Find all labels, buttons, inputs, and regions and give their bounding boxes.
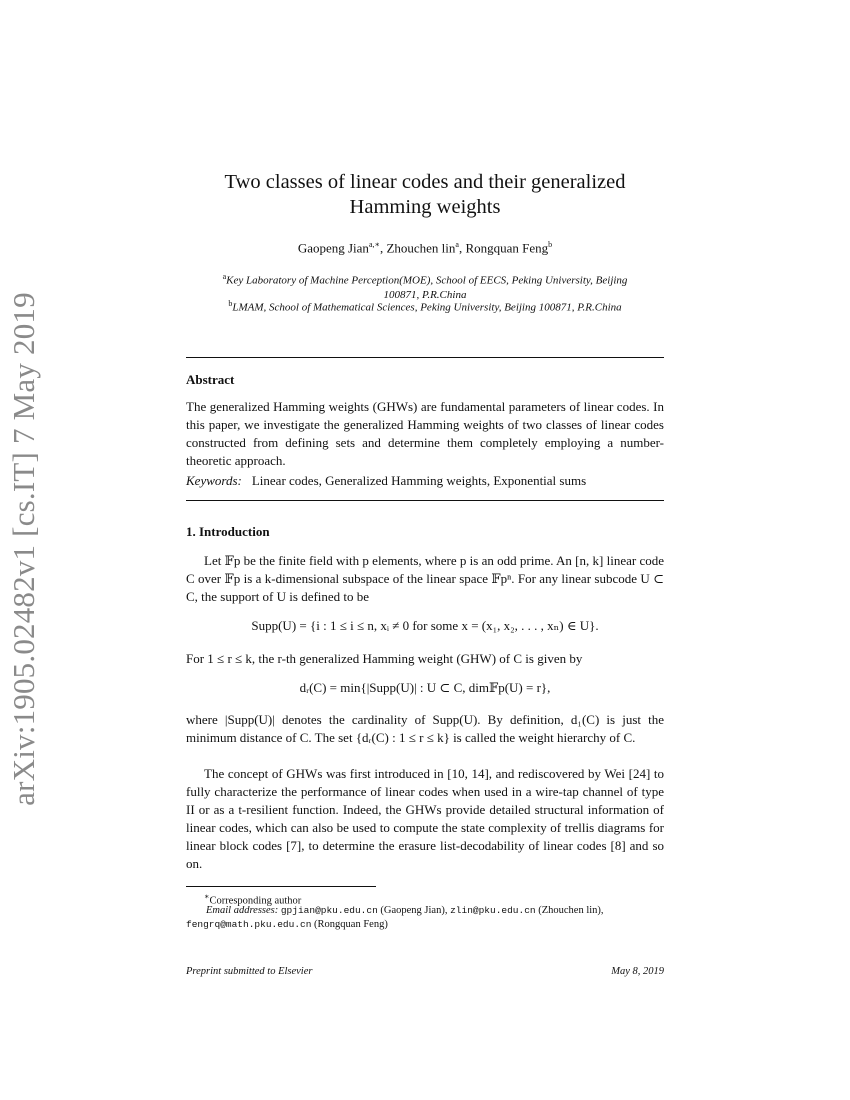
title-line-1: Two classes of linear codes and their generalized	[224, 171, 626, 193]
email-owner: (Rongquan Feng)	[314, 919, 388, 930]
footnote-mark: ∗	[204, 892, 210, 901]
affiliation-b	[176, 297, 674, 315]
author-name: Rongquan Feng	[465, 240, 549, 256]
arxiv-sidebar	[0, 0, 50, 1100]
footer-right: May 8, 2019	[611, 966, 664, 977]
affiliation-mark: a	[222, 272, 227, 281]
author-mark: b	[548, 240, 553, 249]
author-name: Gaopeng Jian	[297, 240, 369, 256]
equation-ghw: dᵣ(C) = min{|Supp(U)| : U ⊂ C, dim𝔽p(U) = r},	[299, 680, 551, 695]
title-line-2: Hamming weights	[349, 196, 501, 218]
keywords	[186, 473, 664, 489]
email-link[interactable]: gpjian@pku.edu.cn	[280, 905, 378, 916]
email-link[interactable]: fengrq@math.pku.edu.cn	[186, 919, 312, 930]
paper-title	[186, 170, 664, 220]
abstract-heading: Abstract	[186, 372, 235, 387]
affiliation-line: LMAM, School of Mathematical Sciences, Peking University, Beijing 100871, P.R.China	[232, 301, 622, 314]
intro-paragraph-3: where |Supp(U)| denotes the cardinality of Supp(U). By definition, d₁(C) is just the minimum distance of C. The set {dᵣ(C) : 1 ≤ r ≤ k} is called the weight hierarchy of C.	[186, 712, 664, 745]
affiliation-line: 100871, P.R.China	[383, 288, 467, 301]
keywords-label: Keywords:	[186, 473, 242, 488]
author-name: Zhouchen lin	[386, 240, 456, 256]
email-link[interactable]: zlin@pku.edu.cn	[450, 905, 536, 916]
email-label: Email addresses:	[206, 905, 279, 916]
keywords-text: Linear codes, Generalized Hamming weights, Exponential sums	[251, 473, 587, 488]
arxiv-identifier: arXiv:1905.02482v1 [cs.IT] 7 May 2019	[6, 292, 41, 806]
affiliation-mark: b	[228, 299, 233, 308]
intro-paragraph-4: The concept of GHWs was first introduced in [10, 14], and rediscovered by Wei [24] to fully characterize the performance of linear codes when used in a wire-tap channel of type II or as a t-resilient function. Indeed, the GHWs provide detailed structural information of linear codes, which can also be used to compute the state complexity of trellis diagrams for linear block codes [7], to determine the erasure list-decodability of linear codes [8] and so on.	[186, 766, 664, 871]
abstract-text: The generalized Hamming weights (GHWs) are fundamental parameters of linear codes. In this paper, we investigate the generalized Hamming weights of two classes of linear codes constructed from defining sets and determine them completely employing a number-theoretic approach.	[186, 399, 664, 468]
email-owner: (Zhouchen lin),	[538, 905, 604, 916]
intro-paragraph-1: Let 𝔽p be the finite field with p elements, where p is an odd prime. An [n, k] linear code C over 𝔽p is a k-dimensional subspace of the linear space 𝔽pⁿ. For any linear subcode U ⊂ C, the support of U is defined to be	[186, 553, 664, 604]
footer-left: Preprint submitted to Elsevier	[186, 966, 313, 977]
section-heading: 1. Introduction	[186, 524, 270, 539]
affiliation-line: Key Laboratory of Machine Perception(MOE), School of EECS, Peking University, Beijing	[226, 274, 628, 287]
email-owner: (Gaopeng Jian),	[380, 905, 448, 916]
author-mark: a,∗	[368, 240, 380, 249]
abstract-bottom-rule	[186, 500, 664, 501]
footnote-emails	[186, 904, 664, 932]
equation-support: Supp(U) = {i : 1 ≤ i ≤ n, xᵢ ≠ 0 for some x = (x₁, x₂, . . . , xₙ) ∈ U}.	[251, 618, 599, 633]
author-mark: a	[455, 240, 459, 249]
intro-paragraph-2: For 1 ≤ r ≤ k, the r-th generalized Hamming weight (GHW) of C is given by	[186, 651, 583, 666]
footnote-rule	[186, 886, 376, 887]
author-list: Gaopeng Jian$^{a,∗}$, Zhouchen lin$^a$, Rongquan Feng$^b$	[297, 240, 553, 256]
footnote-text: Corresponding author	[209, 895, 302, 907]
abstract-top-rule	[186, 357, 664, 358]
